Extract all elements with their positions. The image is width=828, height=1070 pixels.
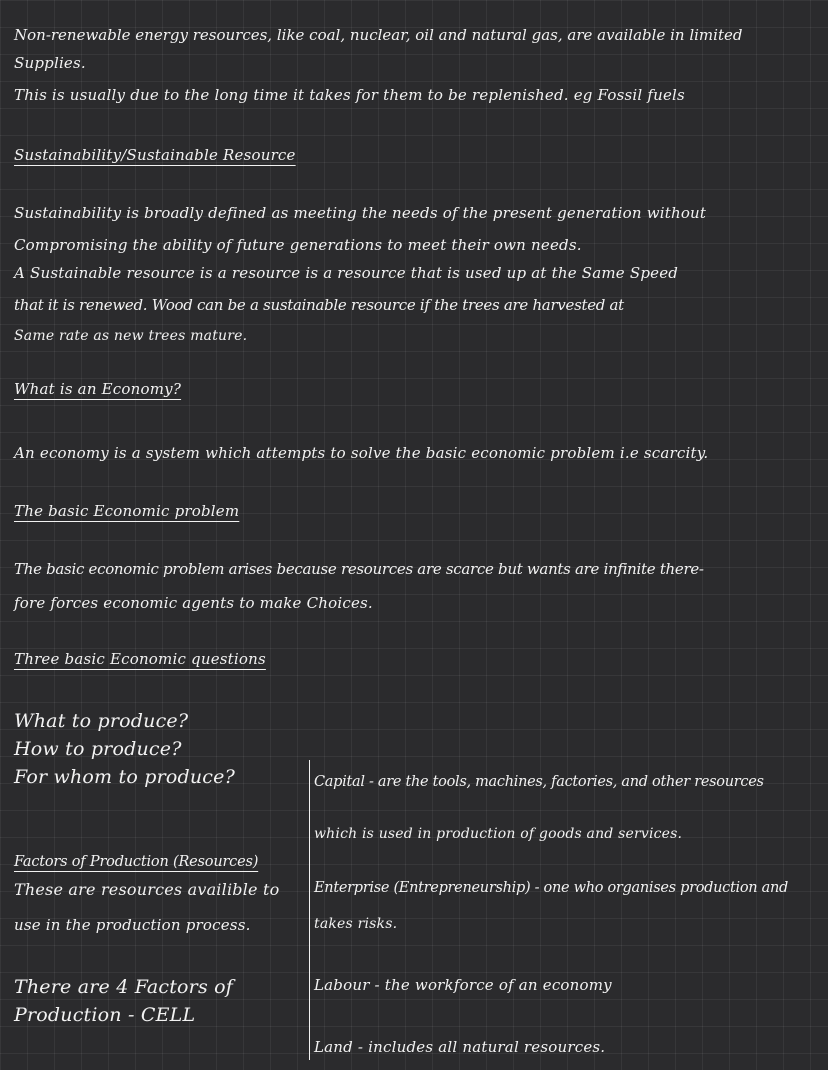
factors-heading: Factors of Production (Resources): [14, 854, 259, 870]
economy-line-1: An economy is a system which attempts to solve the basic economic problem i.e scarcity.: [14, 444, 709, 462]
question-how: How to produce?: [14, 738, 182, 760]
economy-heading: What is an Economy?: [14, 380, 182, 398]
capital-line-1: Capital - are the tools, machines, factories, and other resources: [314, 774, 764, 790]
sustainability-line-1: Sustainability is broadly defined as meeting the needs of the present generation without: [14, 204, 707, 222]
intro-line-2: Supplies.: [14, 54, 86, 72]
factors-desc-line-1: These are resources availible to: [14, 880, 280, 899]
factors-count-line-1: There are 4 Factors of: [14, 976, 234, 998]
intro-line-1: Non-renewable energy resources, like coal, nuclear, oil and natural gas, are available in limited: [14, 26, 743, 44]
sustainability-line-5: Same rate as new trees mature.: [14, 328, 248, 344]
sustainability-line-4: that it is renewed. Wood can be a sustainable resource if the trees are harvested at: [14, 296, 624, 314]
factors-divider: [309, 760, 310, 1060]
basic-problem-heading: The basic Economic problem: [14, 502, 240, 520]
sustainability-line-2: Compromising the ability of future generations to meet their own needs.: [14, 236, 582, 254]
labour-line: Labour - the workforce of an economy: [314, 976, 612, 994]
basic-problem-line-2: fore forces economic agents to make Choices.: [14, 594, 373, 612]
sustainability-line-3: A Sustainable resource is a resource is a resource that is used up at the Same Speed: [14, 264, 679, 282]
enterprise-line-2: takes risks.: [314, 916, 398, 932]
factors-count-line-2: Production - CELL: [14, 1004, 196, 1026]
land-line: Land - includes all natural resources.: [314, 1038, 606, 1056]
capital-line-2: which is used in production of goods and services.: [314, 826, 683, 842]
question-what: What to produce?: [14, 710, 189, 732]
questions-heading: Three basic Economic questions: [14, 650, 266, 668]
enterprise-line-1: Enterprise (Entrepreneurship) - one who organises production and: [314, 880, 788, 896]
intro-line-3: This is usually due to the long time it takes for them to be replenished. eg Fossil fuels: [14, 86, 685, 104]
factors-desc-line-2: use in the production process.: [14, 916, 251, 934]
basic-problem-line-1: The basic economic problem arises because resources are scarce but wants are infinite there-: [14, 560, 704, 578]
question-whom: For whom to produce?: [14, 766, 235, 788]
sustainability-heading: Sustainability/Sustainable Resource: [14, 146, 296, 164]
